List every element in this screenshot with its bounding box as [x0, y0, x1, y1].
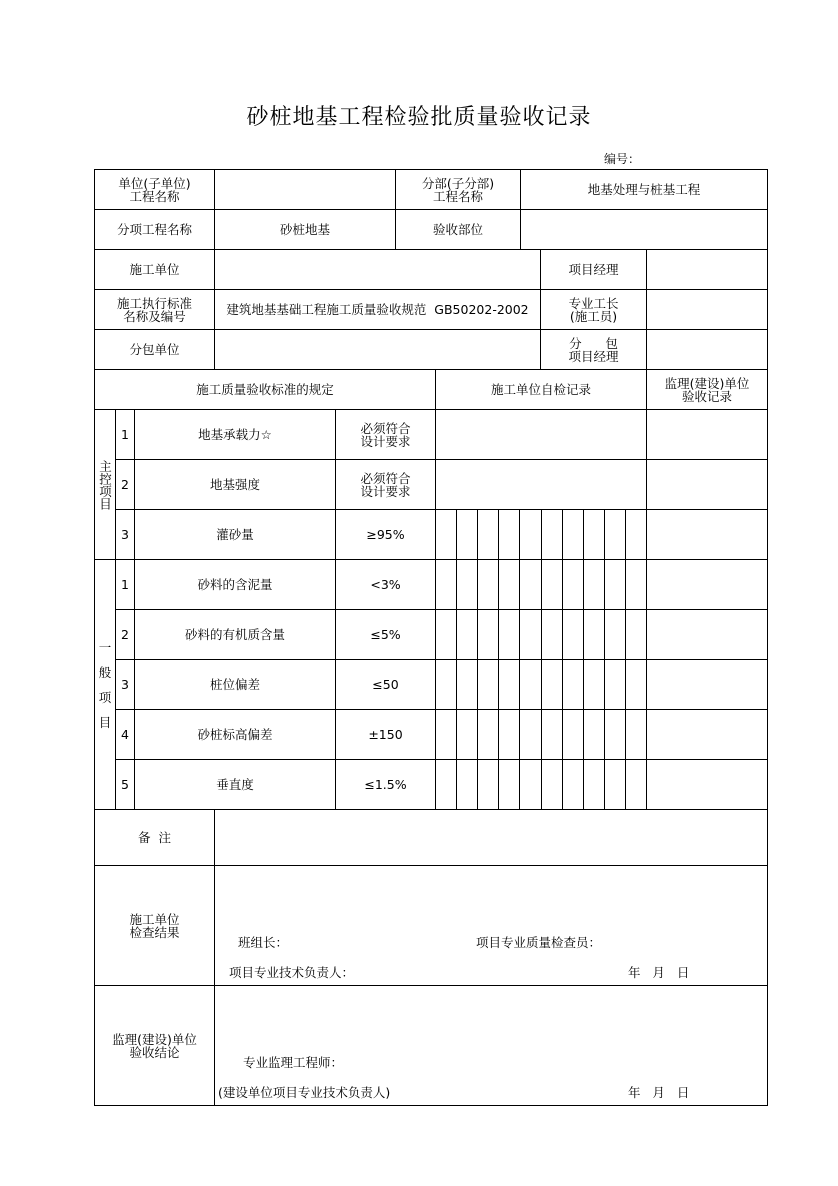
item-standard: <3% [335, 559, 436, 610]
contractor-date: 年 月 日 [628, 965, 690, 980]
item-standard: ≤1.5% [335, 759, 436, 810]
self-check-subcell-divider [498, 510, 499, 559]
contractor-result-label: 施工单位 检查结果 [94, 865, 215, 986]
pm-label: 项目经理 [540, 249, 647, 290]
item-standard: 必须符合 设计要求 [335, 409, 436, 460]
self-check-subcell-divider [583, 760, 584, 809]
self-check-subcell-divider [625, 760, 626, 809]
item-standard: ±150 [335, 709, 436, 760]
self-check-subcell-divider [477, 660, 478, 709]
sub-pm-label: 分 包 项目经理 [540, 329, 647, 370]
self-check-subcell-divider [625, 560, 626, 609]
item-name: 地基强度 [134, 459, 336, 510]
standard-value[interactable]: 建筑地基基础工程施工质量验收规范 GB50202-2002 [214, 289, 541, 330]
item-name: 砂料的有机质含量 [134, 609, 336, 660]
item-name: 灌砂量 [134, 509, 336, 560]
code-label: 编号： [604, 152, 641, 166]
self-check-cell[interactable] [435, 509, 647, 560]
main-items-label: 主控项目 [94, 409, 116, 560]
self-check-subcell-divider [583, 660, 584, 709]
self-check-cell[interactable] [435, 659, 647, 710]
self-check-subcell-divider [477, 510, 478, 559]
item-number: 3 [115, 509, 135, 560]
self-check-subcell-divider [625, 510, 626, 559]
contractor-value[interactable] [214, 249, 541, 290]
item-standard: ≤50 [335, 659, 436, 710]
self-check-subcell-divider [498, 710, 499, 759]
self-check-subcell-divider [625, 610, 626, 659]
self-check-subcell-divider [604, 660, 605, 709]
item-number: 3 [115, 659, 135, 710]
self-check-subcell-divider [519, 560, 520, 609]
self-check-subcell-divider [583, 710, 584, 759]
sub-pm-value[interactable] [646, 329, 768, 370]
self-check-subcell-divider [519, 710, 520, 759]
self-check-subcell-divider [456, 660, 457, 709]
item-standard: 必须符合 设计要求 [335, 459, 436, 510]
self-check-subcell-divider [519, 510, 520, 559]
self-check-subcell-divider [604, 710, 605, 759]
remarks-label: 备 注 [94, 809, 215, 866]
self-check-subcell-divider [583, 610, 584, 659]
self-check-cell[interactable] [435, 409, 647, 460]
page-title: 砂桩地基工程检验批质量验收记录 [246, 105, 592, 130]
supervision-cell[interactable] [646, 659, 768, 710]
self-check-cell[interactable] [435, 759, 647, 810]
self-check-cell[interactable] [435, 609, 647, 660]
self-check-subcell-divider [519, 760, 520, 809]
pm-value[interactable] [646, 249, 768, 290]
owner-rep-label: (建设单位项目专业技术负责人) [218, 1085, 391, 1100]
subcontractor-label: 分包单位 [94, 329, 215, 370]
supervision-cell[interactable] [646, 509, 768, 560]
item-name: 砂桩标高偏差 [134, 709, 336, 760]
self-check-subcell-divider [498, 610, 499, 659]
self-check-cell[interactable] [435, 709, 647, 760]
foreman-label: 专业工长 (施工员) [540, 289, 647, 330]
team-leader-label: 班组长： [238, 935, 289, 950]
self-check-subcell-divider [562, 660, 563, 709]
foreman-value[interactable] [646, 289, 768, 330]
supervision-cell[interactable] [646, 409, 768, 460]
self-check-column-header: 施工单位自检记录 [435, 369, 647, 410]
item-standard: ≥95% [335, 509, 436, 560]
self-check-subcell-divider [562, 760, 563, 809]
division-label: 分部(子分部) 工程名称 [395, 169, 521, 210]
division-value[interactable]: 地基处理与桩基工程 [520, 169, 768, 210]
unit-label: 单位(子单位) 工程名称 [94, 169, 215, 210]
supervision-result-label: 监理(建设)单位 验收结论 [94, 985, 215, 1106]
unit-value[interactable] [214, 169, 396, 210]
self-check-subcell-divider [562, 560, 563, 609]
self-check-subcell-divider [519, 610, 520, 659]
self-check-subcell-divider [541, 660, 542, 709]
self-check-subcell-divider [625, 660, 626, 709]
contractor-label: 施工单位 [94, 249, 215, 290]
item-number: 1 [115, 559, 135, 610]
item-name: 砂料的含泥量 [134, 559, 336, 610]
item-name: 桩位偏差 [134, 659, 336, 710]
self-check-subcell-divider [625, 710, 626, 759]
standard-label: 施工执行标准 名称及编号 [94, 289, 215, 330]
self-check-subcell-divider [604, 560, 605, 609]
self-check-subcell-divider [541, 510, 542, 559]
self-check-subcell-divider [604, 610, 605, 659]
self-check-subcell-divider [562, 710, 563, 759]
self-check-subcell-divider [604, 510, 605, 559]
item-number: 2 [115, 609, 135, 660]
item-number: 1 [115, 409, 135, 460]
self-check-subcell-divider [477, 560, 478, 609]
supervision-cell[interactable] [646, 459, 768, 510]
item-value[interactable]: 砂桩地基 [214, 209, 396, 250]
self-check-subcell-divider [456, 510, 457, 559]
self-check-subcell-divider [456, 760, 457, 809]
item-standard: ≤5% [335, 609, 436, 660]
engineer-label: 专业监理工程师： [243, 1055, 344, 1070]
quality-inspector-label: 项目专业质量检查员： [476, 935, 602, 950]
self-check-subcell-divider [456, 610, 457, 659]
self-check-subcell-divider [498, 560, 499, 609]
supervision-cell[interactable] [646, 609, 768, 660]
self-check-subcell-divider [541, 610, 542, 659]
general-items-label: 一 般 项 目 [94, 559, 116, 810]
item-number: 5 [115, 759, 135, 810]
self-check-subcell-divider [583, 560, 584, 609]
item-number: 4 [115, 709, 135, 760]
self-check-subcell-divider [498, 760, 499, 809]
self-check-subcell-divider [604, 760, 605, 809]
self-check-subcell-divider [498, 660, 499, 709]
self-check-subcell-divider [541, 560, 542, 609]
tech-lead-label: 项目专业技术负责人： [229, 965, 355, 980]
item-label: 分项工程名称 [94, 209, 215, 250]
self-check-subcell-divider [562, 510, 563, 559]
self-check-subcell-divider [456, 710, 457, 759]
remarks-value[interactable] [214, 809, 768, 866]
part-value[interactable] [520, 209, 768, 250]
spec-column-header: 施工质量验收标准的规定 [94, 369, 436, 410]
item-name: 垂直度 [134, 759, 336, 810]
self-check-cell[interactable] [435, 459, 647, 510]
self-check-subcell-divider [562, 610, 563, 659]
item-number: 2 [115, 459, 135, 510]
self-check-subcell-divider [519, 660, 520, 709]
subcontractor-value[interactable] [214, 329, 541, 370]
supervision-cell[interactable] [646, 559, 768, 610]
self-check-subcell-divider [477, 610, 478, 659]
supervision-column-header: 监理(建设)单位 验收记录 [646, 369, 768, 410]
self-check-subcell-divider [456, 560, 457, 609]
self-check-subcell-divider [477, 710, 478, 759]
supervision-date: 年 月 日 [628, 1085, 690, 1100]
supervision-cell[interactable] [646, 709, 768, 760]
supervision-cell[interactable] [646, 759, 768, 810]
self-check-cell[interactable] [435, 559, 647, 610]
self-check-subcell-divider [541, 760, 542, 809]
self-check-subcell-divider [477, 760, 478, 809]
self-check-subcell-divider [583, 510, 584, 559]
self-check-subcell-divider [541, 710, 542, 759]
item-name: 地基承载力☆ [134, 409, 336, 460]
part-label: 验收部位 [395, 209, 521, 250]
